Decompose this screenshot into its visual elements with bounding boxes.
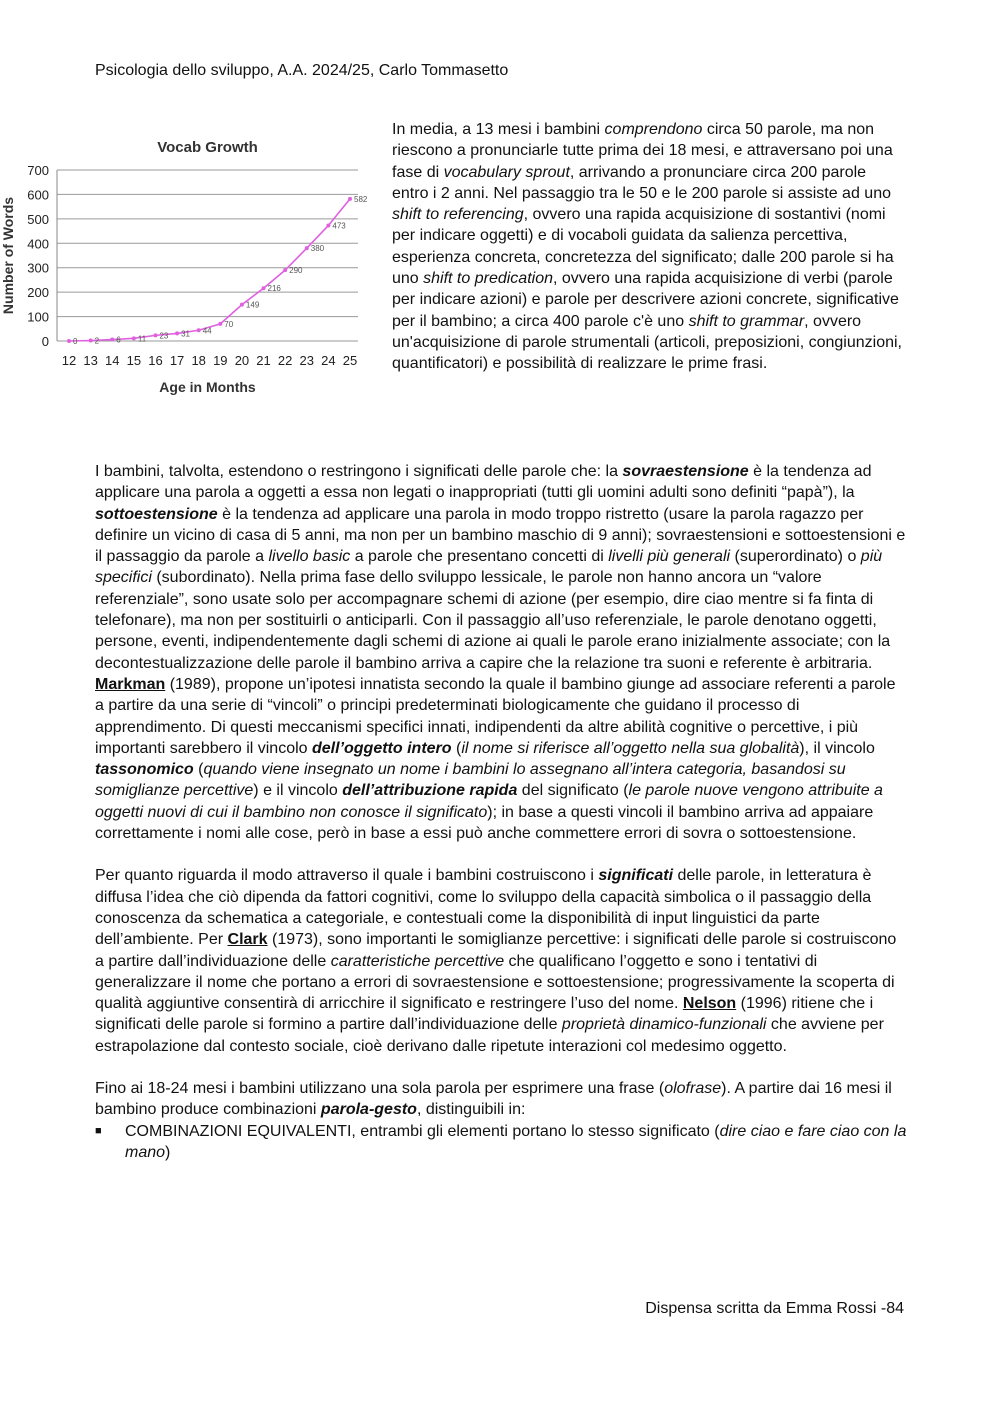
x-tick-label: 12: [61, 353, 77, 368]
data-point: [67, 339, 71, 343]
x-tick-label: 24: [321, 353, 336, 368]
x-tick-label: 13: [83, 353, 98, 368]
data-point: [262, 286, 266, 290]
intro-paragraph: In media, a 13 mesi i bambini comprendono circa 50 parole, ma non riescono a pronunciarle tutte prima dei 18 mesi, e attraversano poi una fase di vocabulary sprout, arrivando a pronunciare circa 200 parole entro i 2 anni. Nel passaggio tra le 50 e le 200 parole si assiste ad uno shift to referencing, ovvero una rapida acquisizione di sostantivi (nomi per indicare oggetti) e di vocaboli guidata da salienza percettiva, esperienza concreta, concretezza del significato; dalle 200 parole si ha uno shift to predication, ovvero una rapida acquisizione di verbi (parole per indicare azioni) e parole per descrivere azioni concrete, significative per il bambino; a circa 400 parole c'è uno shift to grammar, ovvero un'acquisizione di parole strumentali (articoli, preposizioni, congiunzioni, quantificatori) e possibilità di realizzare le prime frasi.: [392, 121, 902, 373]
combination-list: [95, 1121, 907, 1164]
x-tick-label: 15: [126, 353, 142, 368]
data-point: [283, 268, 287, 272]
data-point: [153, 333, 157, 337]
data-point: [326, 223, 330, 227]
data-point: [218, 322, 222, 326]
data-point: [110, 338, 114, 342]
data-point: [240, 303, 244, 307]
y-tick-label: 700: [27, 163, 49, 178]
x-tick-label: 19: [213, 353, 228, 368]
x-tick-label: 23: [299, 353, 315, 368]
data-label: 473: [332, 221, 346, 231]
paragraph-meanings: Per quanto riguarda il modo attraverso il quale i bambini costruiscono i significati delle parole, in letteratura è diffusa l’idea che ciò dipenda da fattori cognitivi, come lo sviluppo della capacità simbolica o il passaggio della conoscenza da schematica a categoriale, e contestuali come la disponibilità di input linguistici da parte dell’ambiente. Per Clark (1973), sono importanti le somiglianze percettive: i significati delle parole si costruiscono a partire dall’individuazione delle caratteristiche percettive che qualificano l’oggetto e sono i tentativi di generalizzare il nome che portano a errori di sovraestensione e sottoestensione; progressivamente la scoperta di qualità aggiuntive consentirà di arricchire il significato e restringere l’uso del nome. Nelson (1996) ritiene che i significati delle parole si formino a partire dall’individuazione delle proprietà dinamico-funzionali che avviene per estrapolazione dal contesto sociale, cioè derivano dalle ripetute interazioni col medesimo oggetto.: [95, 867, 897, 1055]
y-tick-label: 0: [41, 334, 49, 349]
author-nelson: Nelson: [682, 995, 737, 1013]
data-label: 290: [289, 266, 303, 276]
y-tick-label: 100: [27, 309, 49, 325]
data-point: [305, 246, 309, 250]
y-tick-label: 300: [27, 260, 49, 276]
data-label: 31: [181, 329, 190, 339]
data-label: 380: [310, 244, 325, 254]
x-tick-label: 14: [104, 353, 120, 368]
data-label: 44: [202, 326, 212, 336]
x-tick-label: 20: [234, 353, 250, 368]
data-point: [197, 328, 201, 332]
x-tick-label: 16: [148, 353, 163, 368]
data-point: [348, 197, 352, 201]
paragraph-olofrase: Fino ai 18-24 mesi i bambini utilizzano una sola parola per esprimere una frase (olofrase). A partire dai 16 mesi il bambino produce combinazioni parola-gesto, distinguibili in:: [95, 1080, 892, 1119]
vocab-growth-svg: [0, 128, 390, 408]
x-tick-label: 17: [169, 353, 185, 368]
main-text: [95, 461, 907, 1163]
data-point: [89, 339, 93, 343]
data-label: 23: [159, 331, 169, 341]
x-tick-label: 18: [191, 353, 206, 368]
data-label: 216: [267, 284, 281, 294]
vocab-growth-chart: [0, 128, 390, 408]
series-line: [69, 199, 350, 344]
data-point: [175, 331, 179, 335]
page-footer: Dispensa scritta da Emma Rossi -84: [645, 1300, 904, 1317]
data-label: 582: [354, 194, 368, 204]
y-tick-label: 600: [27, 187, 49, 203]
list-item: ■ COMBINAZIONI EQUIVALENTI, entrambi gli elementi portano lo stesso significato (dire ciao e fare ciao con la mano): [95, 1122, 907, 1161]
chart-title: Vocab Growth: [157, 139, 258, 156]
data-label: 0: [73, 337, 78, 346]
data-label: 11: [137, 334, 147, 344]
author-markman: Markman: [95, 675, 166, 693]
page-header: Psicologia dello sviluppo, A.A. 2024/25, Carlo Tommasetto: [95, 62, 509, 79]
x-tick-label: 21: [256, 353, 271, 368]
square-bullet-icon: ■: [95, 1124, 102, 1137]
y-axis-label: Number of Words: [0, 196, 16, 315]
data-label: 149: [245, 300, 260, 310]
x-axis-label: Age in Months: [159, 379, 256, 395]
y-tick-label: 400: [27, 236, 49, 252]
x-tick-label: 25: [342, 353, 358, 368]
data-point: [132, 336, 136, 340]
y-tick-label: 500: [27, 211, 49, 227]
x-tick-label: 22: [277, 353, 293, 368]
data-label: 70: [224, 319, 234, 329]
author-clark: Clark: [227, 931, 268, 949]
paragraph-extension: I bambini, talvolta, estendono o restringono i significati delle parole che: la sovraestensione è la tendenza ad applicare una parola a oggetti a essa non legati o inappropriati (tutti gli uomini adulti sono definiti “papà”), la sottoestensione è la tendenza ad applicare una parola in modo troppo ristretto (usare la parola ragazzo per definire un vicino di casa di 5 anni, ma non per un bambino maschio di 9 anni); sovraestensioni e sottoestensioni e il passaggio da parole a livello basic a parole che presentano concetti di livelli più generali (superordinato) o più specifici (subordinato). Nella prima fase dello sviluppo lessicale, le parole non hanno ancora un “valore referenziale”, sono usate solo per accompagnare schemi di azione (per esempio, dire ciao mentre si fa finta di telefonare), ma non per sostituirli o anticiparli. Con il passaggio all’uso referenziale, le parole denotano oggetti, persone, eventi, indipendentemente dagli schemi di azione ai quali le parole erano inizialmente associate; con la decontestualizzazione delle parole il bambino arriva a capire che la relazione tra suoni e referente è arbitraria. Markman (1989), propone un’ipotesi innatista secondo la quale il bambino giunge ad associare referenti a parole a partire da una serie di “vincoli” o principi predeterminati biologicamente che guidano il processo di apprendimento. Di questi meccanismi specifici innati, indipendenti da altre abilità cognitive o percettive, i più importanti sarebbero il vincolo dell’oggetto intero (il nome si riferisce all’oggetto nella sua globalità), il vincolo tassonomico (quando viene insegnato un nome i bambini lo assegnano all’intera categoria, basandosi su somiglianze percettive) e il vincolo dell’attribuzione rapida del significato (le parole nuove vengono attribuite a oggetti nuovi di cui il bambino non conosce il significato); in base a questi vincoli il bambino arriva ad appaiare correttamente i nomi alle cose, però in base a essi può anche commettere errori di sovra o sottoestensione.: [95, 463, 906, 843]
data-label: 6: [116, 335, 121, 345]
data-label: 2: [94, 336, 100, 346]
y-tick-label: 200: [27, 285, 49, 301]
